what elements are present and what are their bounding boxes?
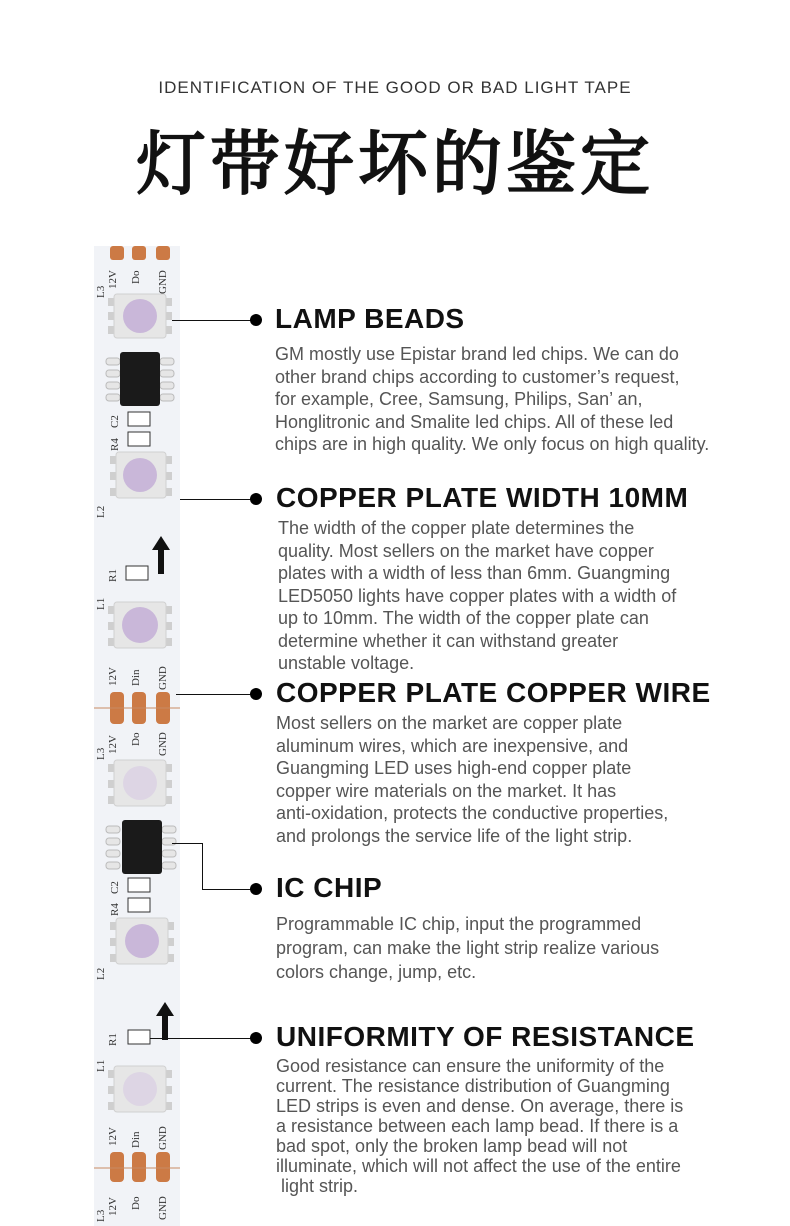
- resistor: [128, 432, 150, 446]
- label-12v: 12V: [107, 1197, 119, 1216]
- section-text-copper-wire: [276, 712, 776, 847]
- copper-pad: [156, 246, 170, 260]
- copper-pad: [132, 1152, 146, 1182]
- text-line: colors change, jump, etc.: [276, 962, 477, 982]
- page-subtitle: IDENTIFICATION OF THE GOOD OR BAD LIGHT TAPE: [158, 78, 632, 97]
- copper-pad: [156, 1152, 170, 1182]
- label-l3: L3: [95, 285, 107, 298]
- text-line: light strip.: [276, 1176, 359, 1196]
- text-line: plates with a width of less than 6mm. Guangming: [278, 563, 671, 583]
- led-bead: [110, 452, 172, 498]
- text-line: for example, Cree, Samsung, Philips, San’ an,: [275, 389, 643, 409]
- section-heading-copper-wire: COPPER PLATE COPPER WIRE: [276, 677, 711, 708]
- label-r1: R1: [107, 1033, 119, 1046]
- section-text-resistance: [276, 1056, 776, 1196]
- text-line: unstable voltage.: [278, 653, 415, 673]
- leader-line: [172, 320, 252, 321]
- section-text-ic-chip: [276, 912, 776, 984]
- label-gnd: GND: [157, 732, 169, 756]
- text-line: Good resistance can ensure the uniformity of the: [276, 1056, 665, 1076]
- text-line: determine whether it can withstand greater: [278, 630, 619, 651]
- text-line: and prolongs the service life of the light strip.: [276, 825, 633, 846]
- text-line: bad spot, only the broken lamp bead will not: [276, 1136, 628, 1156]
- capacitor: [128, 412, 150, 426]
- label-l2: L2: [95, 505, 107, 518]
- label-do: Do: [130, 732, 142, 746]
- led-bead: [108, 294, 172, 338]
- text-line: chips are in high quality. We only focus on high quality.: [275, 434, 710, 454]
- led-bead: [108, 760, 172, 806]
- text-line: illuminate, which will not affect the use of the entire: [276, 1156, 681, 1176]
- text-line: anti-oxidation, protects the conductive properties,: [276, 803, 669, 823]
- label-gnd: GND: [157, 1196, 169, 1220]
- label-12v: 12V: [107, 270, 119, 289]
- copper-pad: [132, 246, 146, 260]
- label-gnd: GND: [157, 270, 169, 294]
- led-bead: [108, 602, 172, 648]
- led-bead: [108, 1066, 172, 1112]
- led-bead: [110, 918, 174, 964]
- led-strip-illustration: [94, 246, 180, 1226]
- leader-line: [202, 843, 203, 889]
- leader-line: [176, 694, 252, 695]
- label-do: Do: [130, 270, 142, 284]
- label-gnd: GND: [157, 1126, 169, 1150]
- text-line: LED5050 lights have copper plates with a width of: [278, 585, 677, 606]
- text-line: a resistance between each lamp bead. If there is a: [276, 1116, 679, 1136]
- text-line: Honglitronic and Smalite led chips. All of these led: [275, 411, 674, 432]
- bullet-dot: [250, 493, 262, 505]
- label-din: Din: [130, 669, 142, 686]
- label-r1: R1: [107, 569, 119, 582]
- label-l1: L1: [95, 597, 107, 610]
- bullet-dot: [250, 314, 262, 326]
- text-line: up to 10mm. The width of the copper plate can: [278, 608, 649, 628]
- label-l1: L1: [95, 1059, 107, 1072]
- label-c2: C2: [109, 881, 121, 894]
- text-line: other brand chips according to customer’s request,: [275, 366, 680, 387]
- text-line: LED strips is even and dense. On average, there is: [276, 1096, 684, 1116]
- label-12v: 12V: [107, 735, 119, 754]
- copper-pad: [110, 246, 124, 260]
- text-line: quality. Most sellers on the market have copper: [278, 540, 654, 561]
- text-line: copper wire materials on the market. It has: [276, 780, 617, 801]
- section-heading-copper-plate-width: COPPER PLATE WIDTH 10MM: [276, 482, 689, 513]
- label-c2: C2: [109, 415, 121, 428]
- text-line: aluminum wires, which are inexpensive, and: [276, 735, 629, 756]
- section-text-copper-plate-width: [278, 517, 778, 675]
- bullet-dot: [250, 688, 262, 700]
- label-din: Din: [130, 1131, 142, 1148]
- text-line: The width of the copper plate determines the: [278, 518, 635, 538]
- text-line: Most sellers on the market are copper plate: [276, 713, 623, 733]
- label-12v: 12V: [107, 1127, 119, 1146]
- label-do: Do: [130, 1196, 142, 1210]
- leader-line: [180, 499, 252, 500]
- bullet-dot: [250, 883, 262, 895]
- section-text-lamp-beads: [275, 343, 780, 456]
- label-l3: L3: [95, 747, 107, 760]
- resistor: [128, 898, 150, 912]
- resistor: [126, 566, 148, 580]
- page-title: 灯带好坏的鉴定: [136, 123, 654, 205]
- text-line: Programmable IC chip, input the programmed: [276, 914, 642, 934]
- section-heading-ic-chip: IC CHIP: [276, 872, 383, 903]
- resistor: [128, 1030, 150, 1044]
- section-heading-lamp-beads: LAMP BEADS: [275, 303, 465, 334]
- label-r4: R4: [109, 438, 121, 451]
- copper-pad: [110, 1152, 124, 1182]
- leader-line: [172, 843, 202, 844]
- label-gnd: GND: [157, 666, 169, 690]
- text-line: Guangming LED uses high-end copper plate: [276, 758, 632, 778]
- leader-line: [202, 889, 252, 890]
- bullet-dot: [250, 1032, 262, 1044]
- label-r4: R4: [109, 903, 121, 916]
- capacitor: [128, 878, 150, 892]
- label-l2: L2: [95, 967, 107, 980]
- label-12v: 12V: [107, 667, 119, 686]
- text-line: current. The resistance distribution of Guangming: [276, 1076, 670, 1096]
- text-line: program, can make the light strip realize various: [276, 938, 660, 958]
- text-line: GM mostly use Epistar brand led chips. We can do: [275, 344, 679, 364]
- section-heading-resistance: UNIFORMITY OF RESISTANCE: [276, 1021, 695, 1052]
- label-l3: L3: [95, 1209, 107, 1222]
- leader-line: [150, 1038, 252, 1039]
